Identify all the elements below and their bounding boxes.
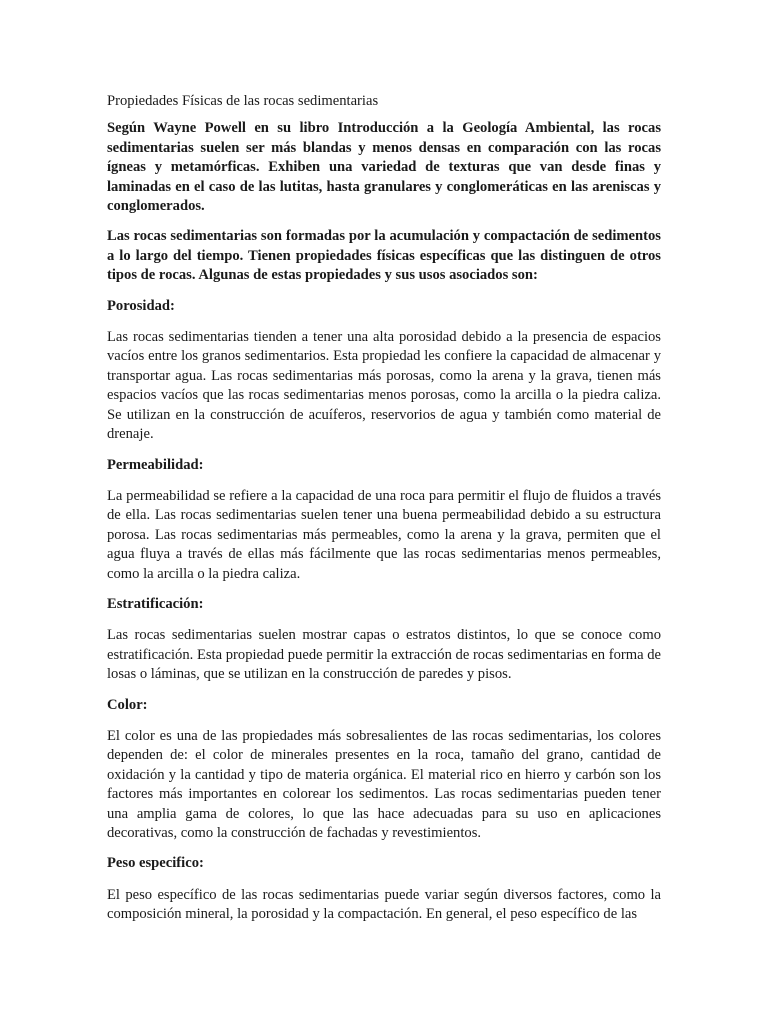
document-page: [107, 92, 661, 936]
section-body-color: El color es una de las propiedades más sobresalientes de las rocas sedimentarias, los colores dependen de: el color de minerales presentes en la roca, tamaño del grano, cantidad de oxidación y la cantidad y tipo de materia orgánica. El material rico en hierro y carbón son los factores más importantes en colorear los sedimentos. Las rocas sedimentarias pueden tener una amplia gama de colores, lo que las hace adecuadas para su uso en aplicaciones decorativas, como la construcción de fachadas y revestimientos.: [107, 727, 661, 841]
section-heading-estratificacion: Estratificación:: [107, 595, 204, 612]
section-body-permeabilidad: La permeabilidad se refiere a la capacidad de una roca para permitir el flujo de fluidos a través de ella. Las rocas sedimentarias suelen tener una buena permeabilidad debido a su estructura porosa. Las rocas sedimentarias más permeables, como la arena y la grava, permiten que el agua fluya a través de ellas más fácilmente que las rocas sedimentarias menos permeables, como la arcilla o la piedra caliza.: [107, 487, 661, 582]
section-body-porosidad: Las rocas sedimentarias tienden a tener una alta porosidad debido a la presencia de espacios vacíos entre los granos sedimentarios. Esta propiedad les confiere la capacidad de almacenar y transportar agua. Las rocas sedimentarias más porosas, como la arena y la grava, tienen más espacios vacíos que las rocas sedimentarias menos porosas, como la arcilla o la piedra caliza. Se utilizan en la construcción de acuíferos, reservorios de agua y también como material de drenaje.: [107, 329, 661, 443]
intro-paragraph-2: Las rocas sedimentarias son formadas por la acumulación y compactación de sedimentos a lo largo del tiempo. Tienen propiedades físicas específicas que las distinguen de otros tipos de rocas. Algunas de estas propiedades y sus usos asociados son:: [107, 228, 661, 284]
section-heading-color: Color:: [107, 696, 148, 713]
section-body-estratificacion: Las rocas sedimentarias suelen mostrar capas o estratos distintos, lo que se conoce como estratificación. Esta propiedad puede permitir la extracción de rocas sedimentarias en forma de losas o láminas, que se utilizan en la construcción de paredes y pisos.: [107, 627, 661, 683]
section-heading-permeabilidad: Permeabilidad:: [107, 456, 204, 473]
section-heading-porosidad: Porosidad:: [107, 297, 175, 314]
section-heading-peso-especifico: Peso especifico:: [107, 855, 204, 872]
document-title: Propiedades Físicas de las rocas sedimentarias: [107, 93, 379, 109]
intro-paragraph-1: Según Wayne Powell en su libro Introducción a la Geología Ambiental, las rocas sedimentarias suelen ser más blandas y menos densas en comparación con las rocas ígneas y metamórficas. Exhiben una variedad de texturas que van desde finas y laminadas en el caso de las lutitas, hasta granulares y conglomeráticas en las areniscas y conglomerados.: [107, 120, 661, 215]
section-body-peso-especifico: El peso específico de las rocas sedimentarias puede variar según diversos factores, como la composición mineral, la porosidad y la compactación. En general, el peso específico de las: [107, 886, 661, 923]
